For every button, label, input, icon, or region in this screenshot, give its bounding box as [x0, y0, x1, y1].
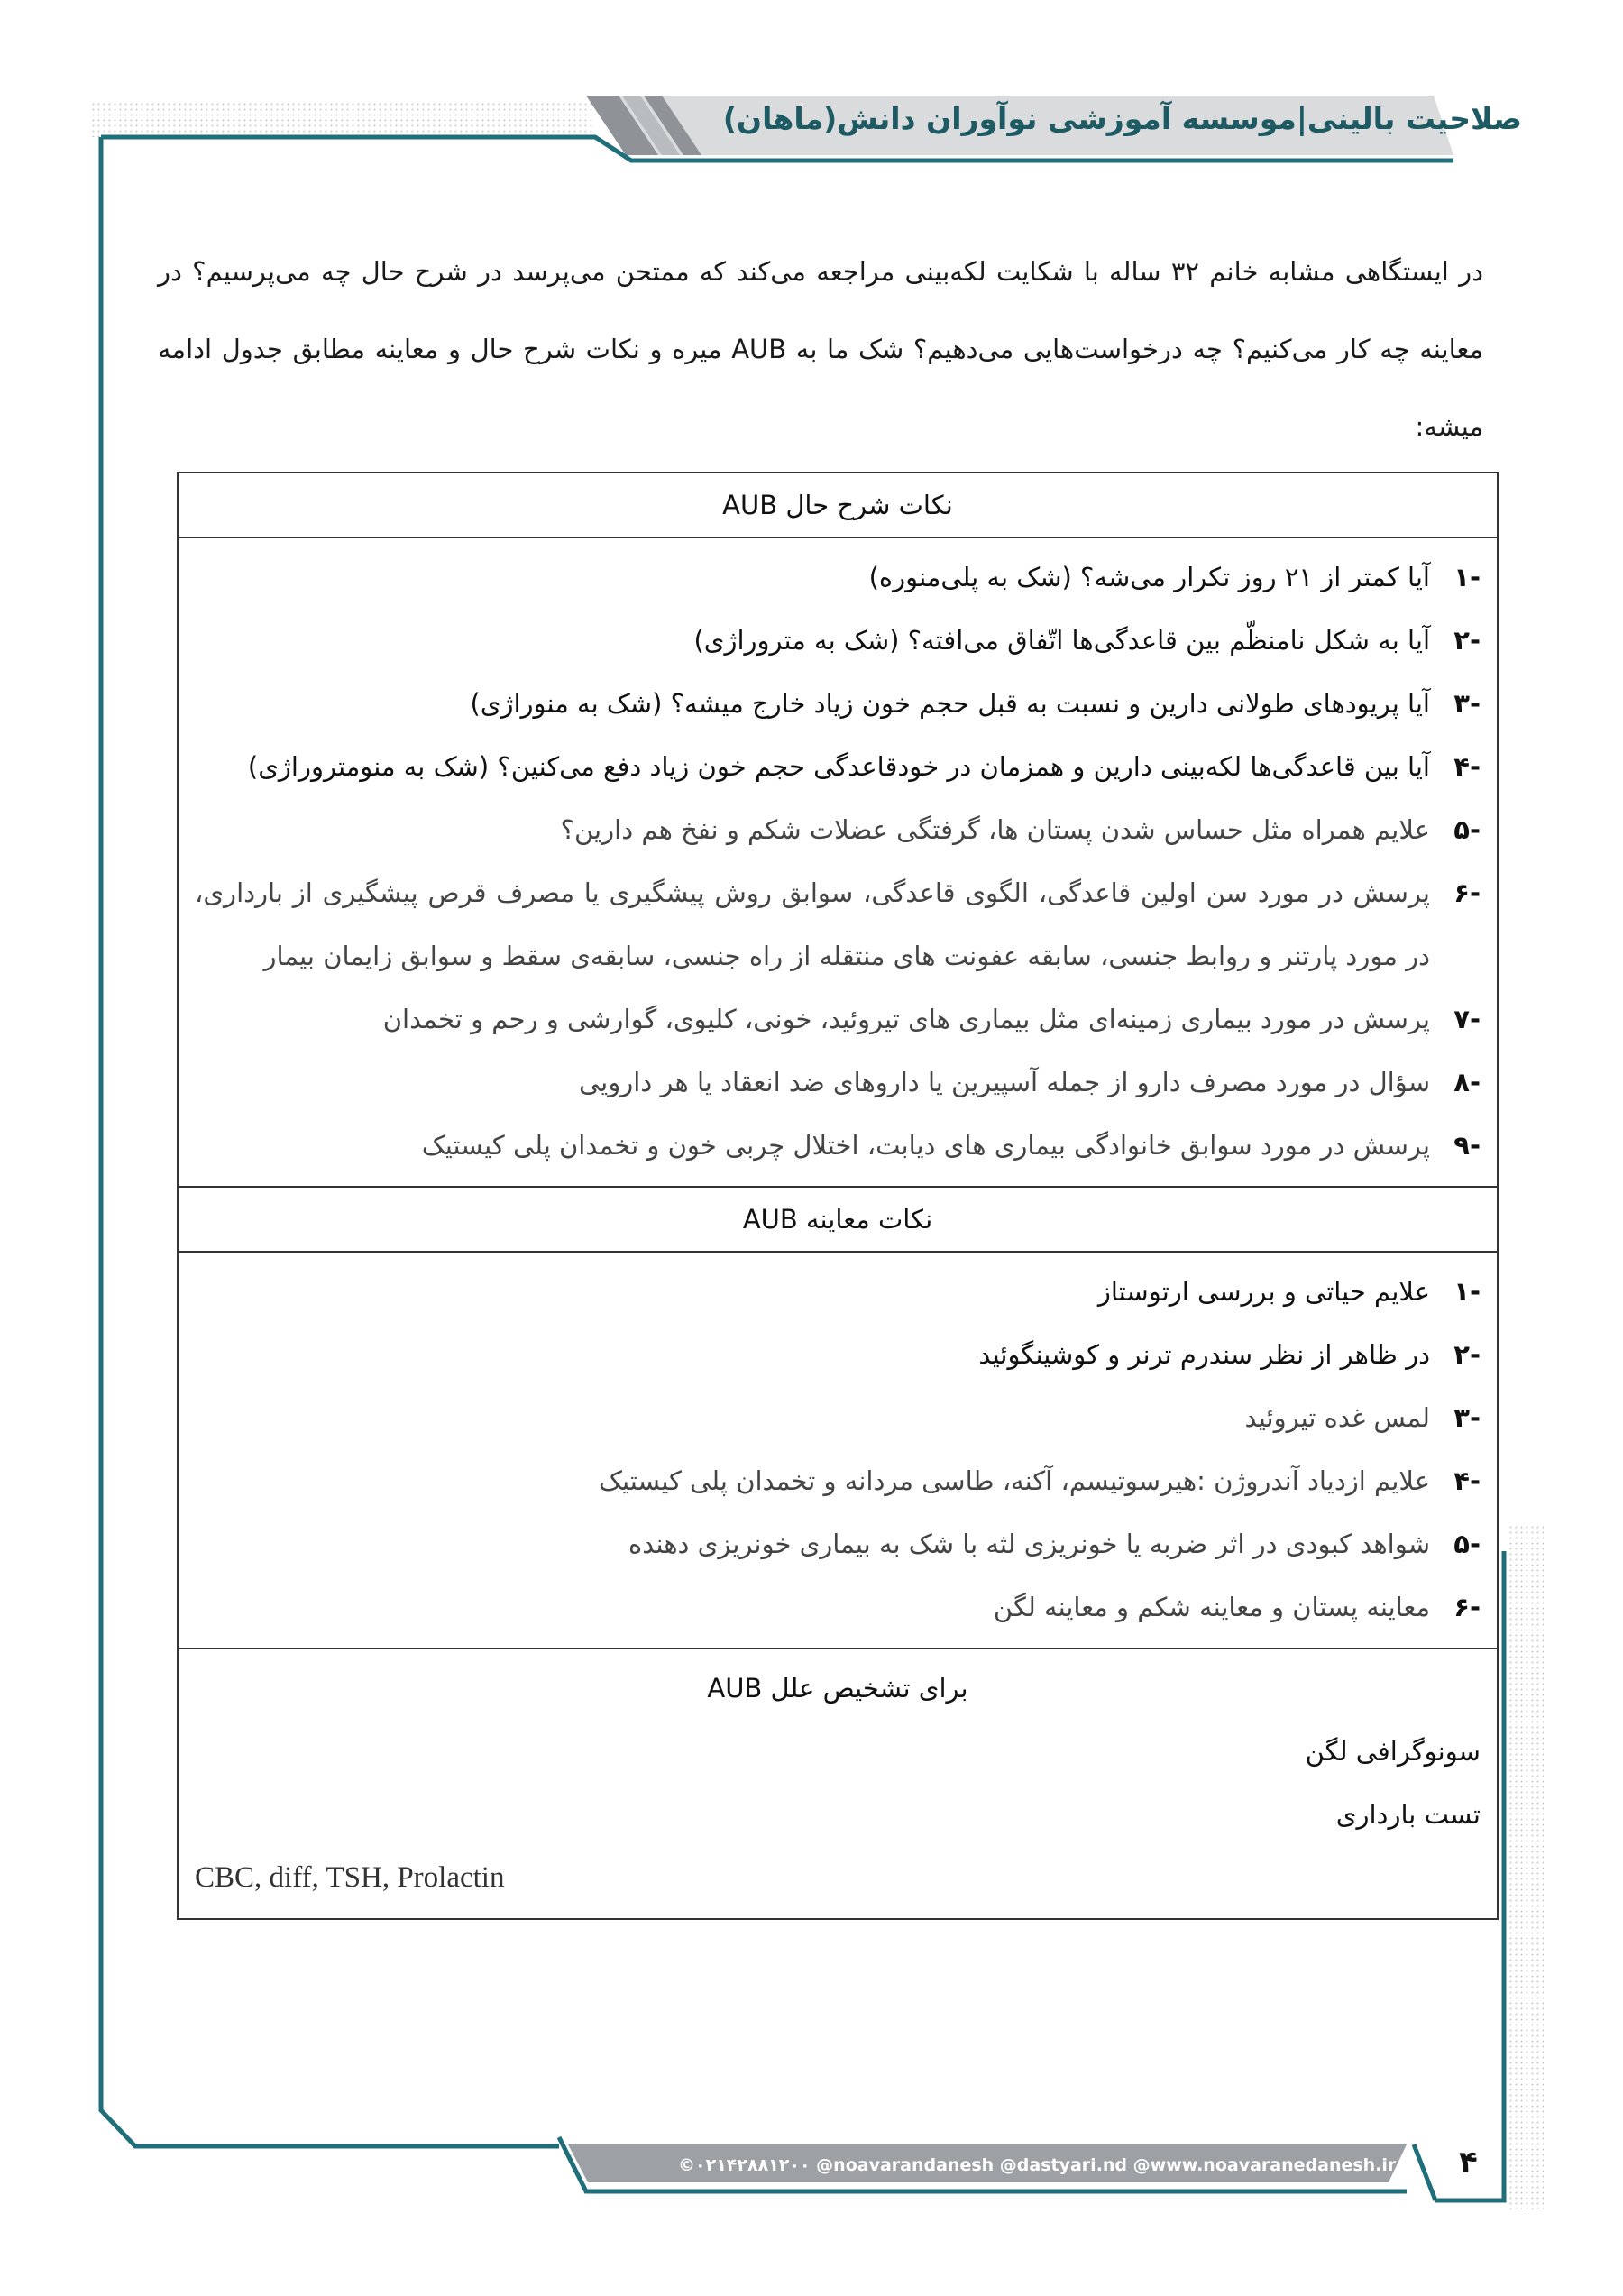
- item-number: -۸: [1453, 1067, 1481, 1097]
- history-header: نکات شرح حال AUB: [179, 473, 1497, 538]
- aub-table: [177, 472, 1499, 1920]
- item-number: -۵: [1453, 814, 1481, 845]
- list-item: [195, 861, 1481, 987]
- item-number: -۳: [1453, 1402, 1481, 1433]
- exam-header: نکات معاینه AUB: [179, 1188, 1497, 1253]
- list-item: [195, 1114, 1481, 1177]
- list-item: [195, 1386, 1481, 1449]
- list-item: [195, 1449, 1481, 1512]
- header-dots: [90, 101, 595, 137]
- list-item: [195, 609, 1481, 672]
- list-item: [195, 798, 1481, 861]
- item-number: -۶: [1453, 877, 1481, 908]
- diagnosis-header: برای تشخیص علل AUB: [707, 1673, 968, 1704]
- item-text: پرسش در مورد سن اولین قاعدگی، الگوی قاعدگی، سوابق روش پیشگیری یا مصرف قرص پیشگیری از بارداری، در مورد پارتنر و روابط جنسی، سابقه عفونت های منتقله از راه جنسی، سابقه‌ی سقط و سوابق زایمان بیمار: [195, 877, 1430, 971]
- item-text: آیا به شکل نامنظّم بین قاعدگی‌ها اتّفاق می‌افته؟ (شک به متروراژی): [693, 625, 1430, 656]
- item-number: -۱: [1453, 1276, 1481, 1307]
- item-text: پرسش در مورد بیماری زمینه‌ای مثل بیماری های تیروئید، خونی، کلیوی، گوارشی و رحم و تخمدان: [382, 1004, 1430, 1034]
- item-text: آیا پریودهای طولانی دارین و نسبت به قبل حجم خون زیاد خارج میشه؟ (شک به منوراژی): [470, 688, 1430, 719]
- item-text: علایم حیاتی و بررسی ارتوستاز: [1097, 1276, 1430, 1307]
- item-number: -۹: [1453, 1130, 1481, 1161]
- item-text: علایم ازدیاد آندروژن :هیرسوتیسم، آکنه، طاسی مردانه و تخمدان پلی کیستیک: [599, 1465, 1430, 1496]
- diagnosis-item: سونوگرافی لگن: [1305, 1736, 1481, 1767]
- item-text: معاینه پستان و معاینه شکم و معاینه لگن: [993, 1592, 1430, 1622]
- exam-list: [179, 1253, 1497, 1649]
- list-item: [195, 987, 1481, 1051]
- list-item: [195, 1575, 1481, 1639]
- item-number: -۵: [1453, 1529, 1481, 1559]
- footer-links: ©۰۲۱۴۲۸۸۱۲۰۰ @noavarandanesh @dastyari.nd @www.noavaranedanesh.ir: [678, 2155, 1397, 2175]
- diagnosis-section: [179, 1649, 1497, 1918]
- item-number: -۴: [1453, 1465, 1481, 1496]
- item-text: شواهد کبودی در اثر ضربه یا خونریزی لثه با شک به بیماری خونریزی دهنده: [628, 1529, 1430, 1559]
- list-item: [195, 672, 1481, 735]
- item-number: -۷: [1453, 1004, 1481, 1034]
- item-text: سؤال در مورد مصرف دارو از جمله آسپیرین یا داروهای ضد انعقاد یا هر دارویی: [579, 1067, 1430, 1097]
- item-number: -۱: [1453, 562, 1481, 592]
- item-text: پرسش در مورد سوابق خانوادگی بیماری های دیابت، اختلال چربی خون و تخمدان پلی کیستیک: [421, 1130, 1430, 1161]
- item-text: لمس غده تیروئید: [1244, 1402, 1430, 1433]
- diagnosis-item: تست بارداری: [1335, 1799, 1481, 1830]
- list-item: [195, 1323, 1481, 1386]
- history-list: [179, 538, 1497, 1188]
- list-item: [195, 1260, 1481, 1323]
- item-number: -۶: [1453, 1592, 1481, 1622]
- diagnosis-lab-tests: CBC, diff, TSH, Prolactin: [195, 1861, 505, 1894]
- list-item: [195, 1512, 1481, 1575]
- list-item: [195, 735, 1481, 798]
- item-text: علایم همراه مثل حساس شدن پستان ها، گرفتگی عضلات شکم و نفخ هم دارین؟: [560, 814, 1430, 845]
- header-title: صلاحیت بالینی|موسسه آموزشی نوآوران دانش(ماهان): [722, 101, 1522, 136]
- item-number: -۲: [1453, 1339, 1481, 1370]
- item-text: آیا بین قاعدگی‌ها لکه‌بینی دارین و همزمان در خودقاعدگی حجم خون زیاد دفع می‌کنین؟ (شک به منومتروراژی): [247, 751, 1430, 782]
- page-number: ۴: [1459, 2144, 1478, 2181]
- intro-paragraph: در ایستگاهی مشابه خانم ۳۲ ساله با شکایت لکه‌بینی مراجعه می‌کند که ممتحن می‌پرسد در شرح حال چه می‌پرسیم؟ در معاینه چه کار می‌کنیم؟ چه درخواست‌هایی می‌دهیم؟ شک ما به AUB میره و نکات شرح حال و معاینه مطابق جدول ادامه میشه:: [158, 256, 1484, 442]
- item-text: آیا کمتر از ۲۱ روز تکرار می‌شه؟ (شک به پلی‌منوره): [868, 562, 1430, 592]
- item-number: -۴: [1453, 751, 1481, 782]
- list-item: [195, 1051, 1481, 1114]
- list-item: [195, 546, 1481, 609]
- item-number: -۲: [1453, 625, 1481, 656]
- item-text: در ظاهر از نظر سندرم ترنر و کوشینگوئید: [978, 1339, 1430, 1370]
- item-number: -۳: [1453, 688, 1481, 719]
